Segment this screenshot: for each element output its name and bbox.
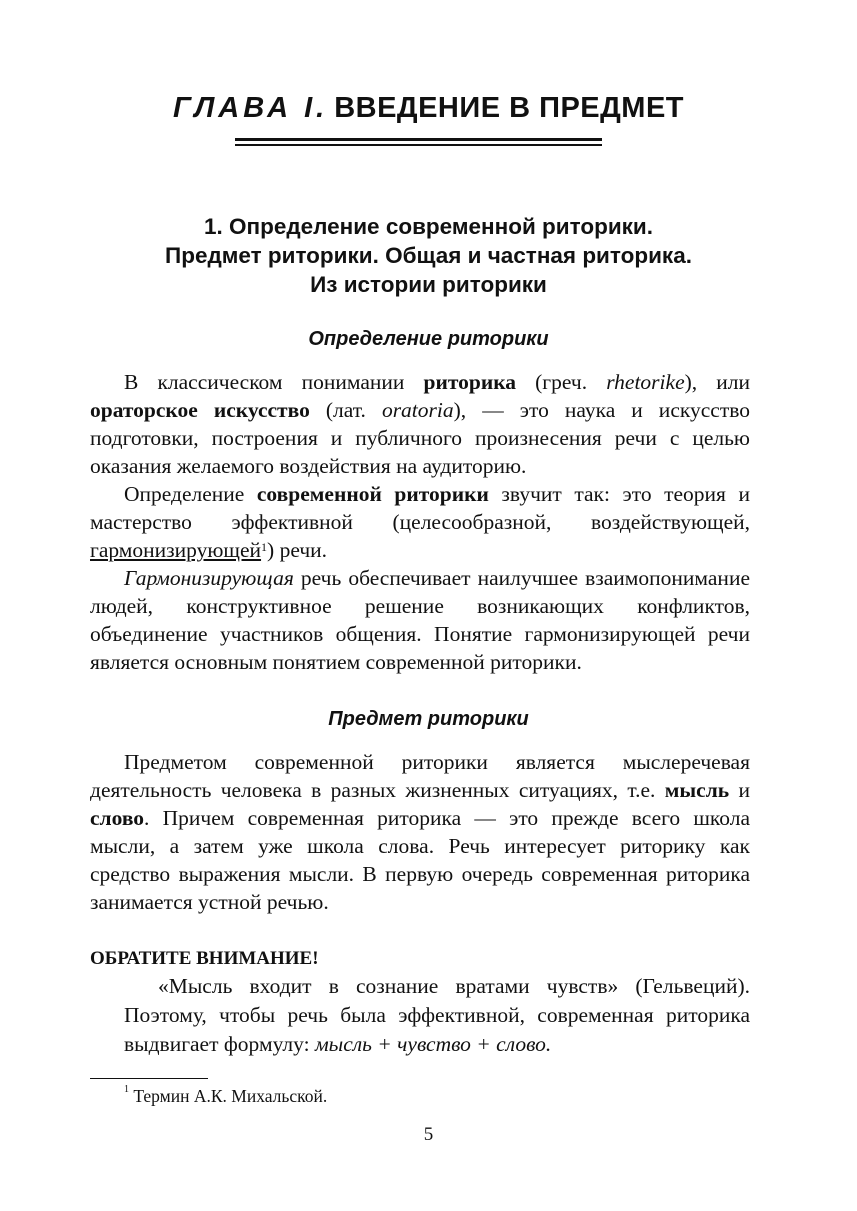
subsection-heading-definition: Определение риторики xyxy=(308,328,549,350)
text-run: ), или xyxy=(684,370,750,394)
footnote-text: Термин А.К. Михальской. xyxy=(129,1086,328,1106)
term-italic: oratoria xyxy=(381,398,454,422)
paragraph-subject xyxy=(90,748,750,916)
term-bold: современной риторики xyxy=(256,482,489,506)
term-italic: Гармонизирующая xyxy=(124,566,294,590)
text-run: (лат. xyxy=(309,398,382,422)
paragraph-harmonizing xyxy=(90,564,750,676)
chapter-rule-thick xyxy=(235,138,602,141)
term-bold: слово xyxy=(90,806,145,830)
footnote-marker: 1 xyxy=(261,540,268,554)
paragraph-modern-rhetoric xyxy=(90,480,750,564)
text-run: «Мысль входит в сознание вратами чувств» (Гельвеций). Поэтому, чтобы речь была эффективной, современная риторика выдвигает формулу: xyxy=(124,974,750,1056)
term-bold: ораторское искусство xyxy=(90,398,310,422)
paragraph-definition xyxy=(90,368,750,480)
footnote xyxy=(124,1086,327,1107)
text-run: звучит так: это теория и мастерство эффективной (целесообразной, воздействующей, xyxy=(90,482,750,534)
text-run: и xyxy=(729,778,750,802)
text-run: ), — это наука и искусство подготовки, построения и публичного произнесения речи с целью оказания желаемого воздействия на аудиторию. xyxy=(90,398,750,478)
section-title-line: 1. Определение современной риторики. xyxy=(203,214,654,239)
text-run: Определение xyxy=(124,482,257,506)
formula-italic: мысль + чувство + слово. xyxy=(314,1032,552,1056)
term-bold: мысль xyxy=(664,778,730,802)
chapter-title: ВВЕДЕНИЕ В ПРЕДМЕТ xyxy=(334,92,685,124)
text-run: Предметом современной риторики является мыслеречевая деятельность человека в разных жизненных ситуациях, т.е. xyxy=(90,750,750,802)
chapter-rule-thin xyxy=(235,144,602,146)
term-italic: rhetorike xyxy=(606,370,685,394)
notice-text xyxy=(124,972,750,1059)
section-title xyxy=(0,212,857,299)
chapter-heading xyxy=(0,92,857,125)
section-title-line: Из истории риторики xyxy=(310,272,547,297)
footnote-mark: 1 xyxy=(124,1084,129,1095)
chapter-label: ГЛАВА I. xyxy=(172,92,329,124)
term-underlined: гармонизирующей xyxy=(90,538,262,562)
text-run: . Причем современная риторика — это прежде всего школа мысли, а затем уже школа слова. Речь интересует риторику как средство выражения мысли. В первую очередь современная риторика занимается устной речью. xyxy=(90,806,750,914)
subsection-heading-subject: Предмет риторики xyxy=(328,708,529,730)
notice-heading: ОБРАТИТЕ ВНИМАНИЕ! xyxy=(90,948,319,969)
text-run: ) речи. xyxy=(267,538,328,562)
section-title-line: Предмет риторики. Общая и частная риторика. xyxy=(165,243,692,268)
page-number: 5 xyxy=(423,1124,434,1145)
term-bold: риторика xyxy=(423,370,517,394)
footnote-rule xyxy=(90,1078,208,1079)
text-run: речь обеспечивает наилучшее взаимопонимание людей, конструктивное решение возникающих конфликтов, объединение участников общения. Понятие гармонизирующей речи является основным понятием современной риторики. xyxy=(90,566,750,674)
text-run: (греч. xyxy=(516,370,607,394)
text-run: В классическом понимании xyxy=(124,370,424,394)
